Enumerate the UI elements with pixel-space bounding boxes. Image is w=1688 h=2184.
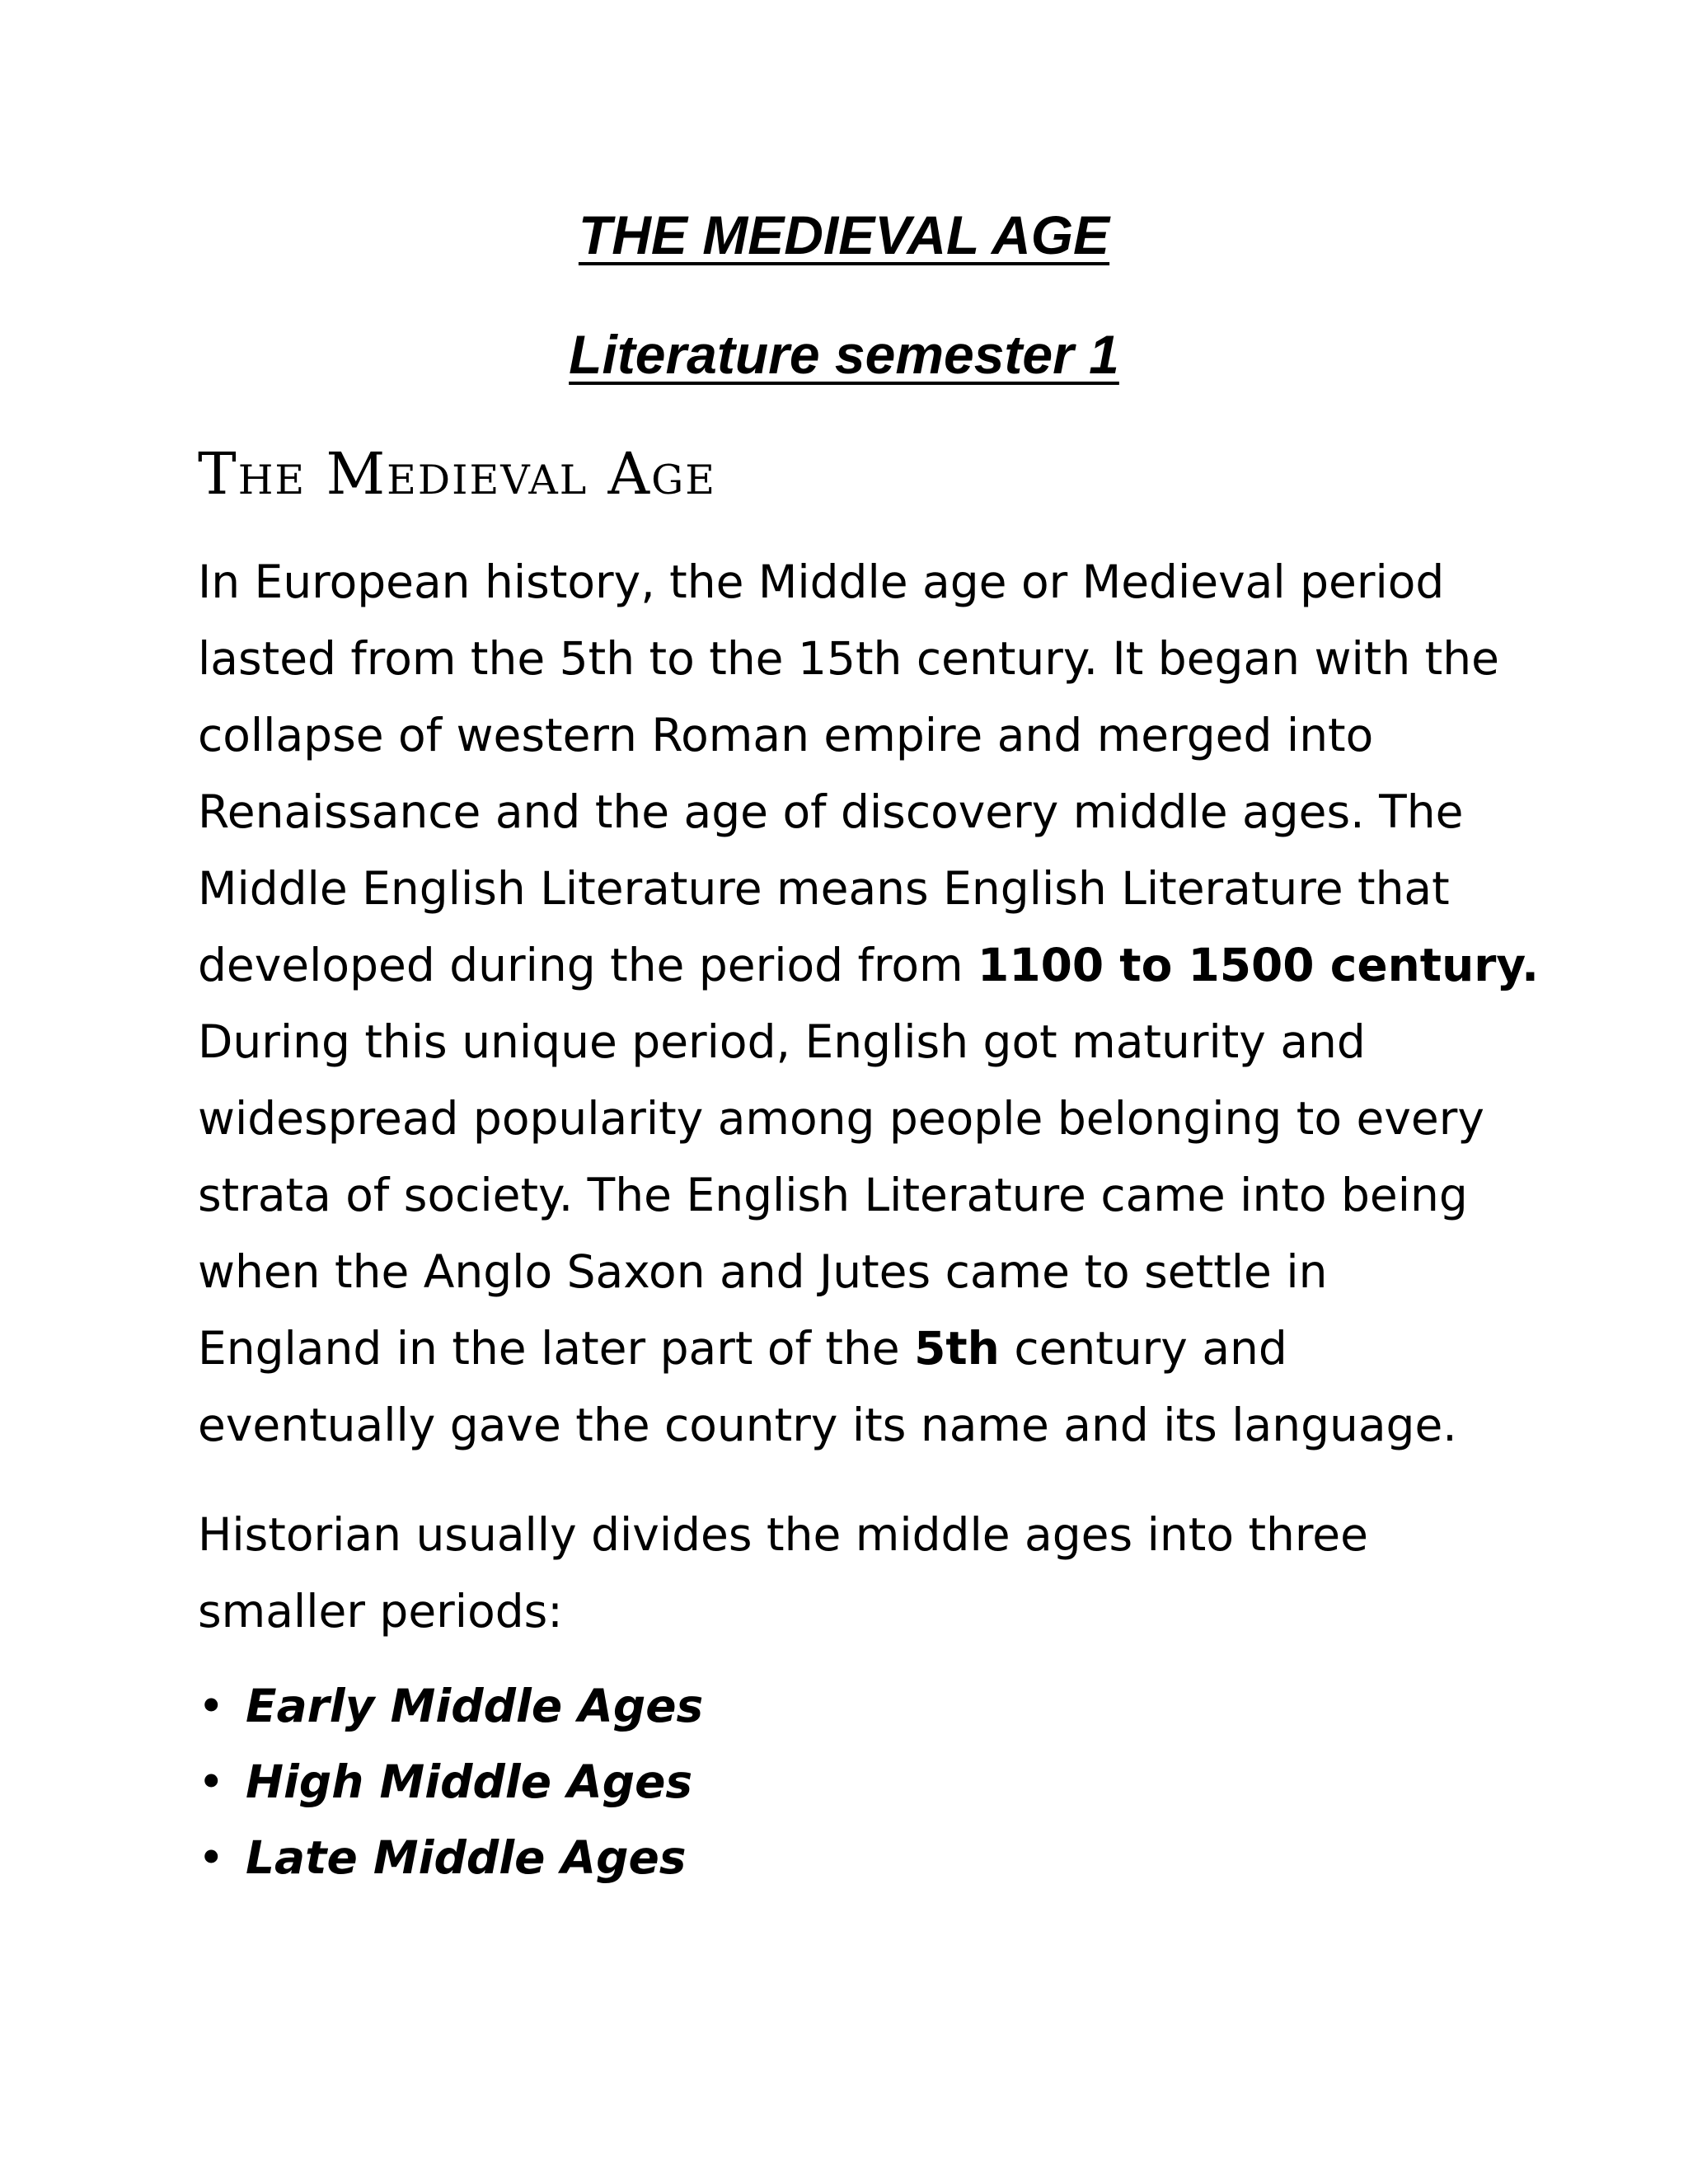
bold-date-range: 1100 to 1500 century. — [978, 939, 1540, 991]
paragraph-line: strata of society. The English Literature came into being — [198, 1169, 1468, 1221]
paragraph-line: Middle English Literature means English Literature that — [198, 862, 1450, 915]
paragraph-text: England in the later part of the — [198, 1322, 915, 1375]
bullet-icon: • — [198, 1680, 225, 1732]
document-subtitle: Literature semester 1 — [569, 324, 1119, 385]
paragraph-line: when the Anglo Saxon and Jutes came to settle in — [198, 1245, 1328, 1298]
paragraph-line: Historian usually divides the middle ages into three — [198, 1508, 1368, 1561]
bullet-icon: • — [198, 1755, 225, 1808]
list-item — [198, 1820, 703, 1896]
document-title: THE MEDIEVAL AGE — [578, 204, 1110, 265]
periods-intro-paragraph — [198, 1497, 1533, 1650]
bold-century: 5th — [914, 1322, 1000, 1375]
paragraph-line: collapse of western Roman empire and merged into — [198, 709, 1374, 762]
paragraph-line: widespread popularity among people belonging to every — [198, 1092, 1484, 1145]
bullet-icon: • — [198, 1831, 225, 1884]
paragraph-line: In European history, the Middle age or Medieval period — [198, 555, 1445, 608]
period-label: High Middle Ages — [246, 1755, 693, 1808]
period-label: Late Middle Ages — [246, 1831, 687, 1884]
paragraph-line — [198, 1310, 1533, 1387]
paragraph-line: smaller periods: — [198, 1585, 563, 1638]
paragraph-line: eventually gave the country its name and its language. — [198, 1399, 1457, 1451]
paragraph-line: lasted from the 5th to the 15th century. It began with the — [198, 632, 1499, 685]
paragraph-line: During this unique period, English got maturity and — [198, 1015, 1366, 1068]
list-item — [198, 1744, 703, 1820]
intro-paragraph — [198, 544, 1540, 1464]
periods-list — [198, 1668, 703, 1896]
paragraph-line — [198, 927, 1540, 1004]
section-heading: The Medieval Age — [198, 440, 716, 508]
paragraph-text: developed during the period from — [198, 939, 978, 991]
period-label: Early Middle Ages — [246, 1680, 704, 1732]
list-item — [198, 1668, 703, 1744]
paragraph-text: century and — [999, 1322, 1287, 1375]
paragraph-line: Renaissance and the age of discovery middle ages. The — [198, 785, 1464, 838]
